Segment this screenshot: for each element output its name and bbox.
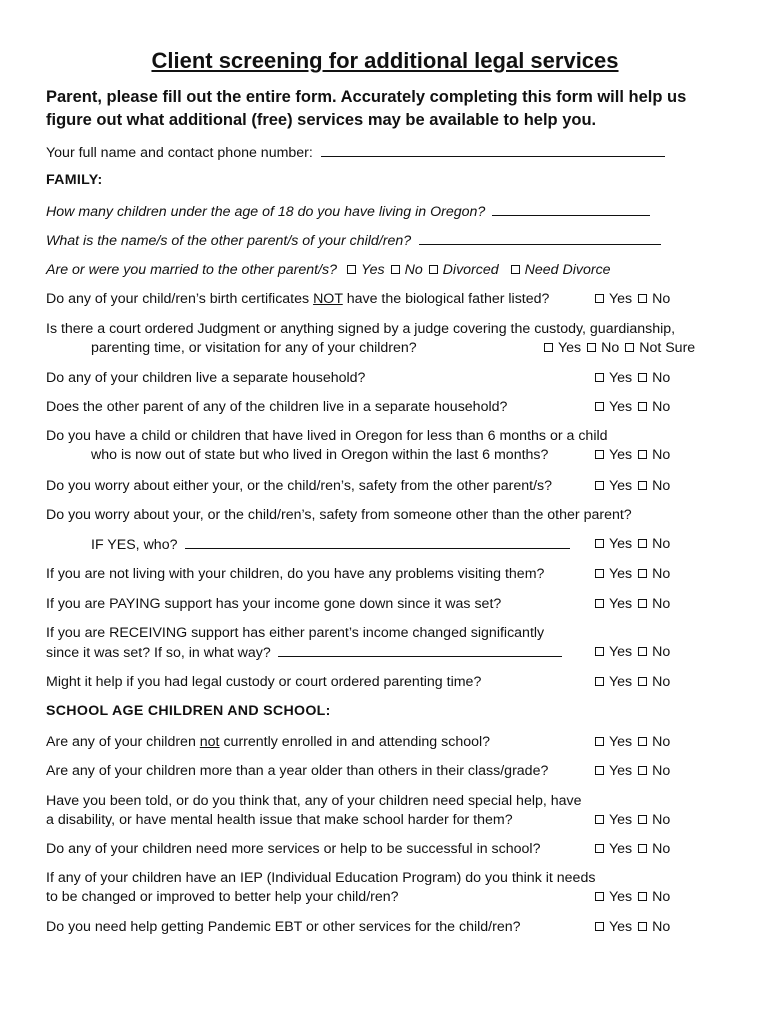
school-heading: SCHOOL AGE CHILDREN AND SCHOOL: xyxy=(46,703,331,719)
separate-household-children-options xyxy=(593,369,670,387)
opt-yes-label: Yes xyxy=(609,734,633,750)
checkbox-court-order-yes[interactable] xyxy=(544,343,553,352)
q-other-parent-name xyxy=(46,231,661,250)
checkbox-safety-parent-no[interactable] xyxy=(638,481,647,490)
checkbox-special-help-yes[interactable] xyxy=(595,815,604,824)
opt-yes-label: Yes xyxy=(609,596,633,612)
contact-input-line[interactable] xyxy=(321,143,665,157)
opt-no-label: No xyxy=(652,370,671,386)
checkbox-iep-no[interactable] xyxy=(638,892,647,901)
checkbox-safety-parent-yes[interactable] xyxy=(595,481,604,490)
q-if-yes-who xyxy=(91,535,570,554)
opt-yes-label: Yes xyxy=(609,447,633,463)
checkbox-court-order-not-sure[interactable] xyxy=(625,343,634,352)
checkbox-birth-cert-yes[interactable] xyxy=(595,294,604,303)
checkbox-visiting-yes[interactable] xyxy=(595,569,604,578)
receiving-support-options xyxy=(593,643,670,661)
checkbox-separate-parent-no[interactable] xyxy=(638,402,647,411)
checkbox-year-older-yes[interactable] xyxy=(595,766,604,775)
contact-row xyxy=(46,143,665,162)
checkbox-separate-parent-yes[interactable] xyxy=(595,402,604,411)
visiting-options xyxy=(593,565,670,583)
q-safety-someone-else: Do you worry about your, or the child/ren’s, safety from someone other than the other parent? xyxy=(46,507,632,523)
q-oregon-line2: who is now out of state but who lived in Oregon within the last 6 months? xyxy=(91,447,549,463)
checkbox-year-older-no[interactable] xyxy=(638,766,647,775)
q-special-help-line2: a disability, or have mental health issue that make school harder for them? xyxy=(46,812,513,828)
opt-yes-label: Yes xyxy=(609,919,633,935)
opt-no-label: No xyxy=(652,536,671,552)
checkbox-receiving-no[interactable] xyxy=(638,647,647,656)
more-services-options xyxy=(593,840,670,858)
q-legal-custody: Might it help if you had legal custody or court ordered parenting time? xyxy=(46,674,482,690)
opt-yes-label: Yes xyxy=(609,536,633,552)
checkbox-custody-yes[interactable] xyxy=(595,677,604,686)
q-birth-cert-label-b: have the biological father listed? xyxy=(342,291,550,307)
q-court-order-line2: parenting time, or visitation for any of your children? xyxy=(91,340,417,356)
opt-no-label: No xyxy=(404,262,423,278)
iep-options xyxy=(593,888,670,906)
year-older-options xyxy=(593,762,670,780)
form-title: Client screening for additional legal services xyxy=(151,48,619,73)
checkbox-enrolled-no[interactable] xyxy=(638,737,647,746)
opt-no-label: No xyxy=(652,596,671,612)
safety-other-parent-options xyxy=(593,477,670,495)
opt-no-label: No xyxy=(652,447,671,463)
opt-yes-label: Yes xyxy=(609,674,633,690)
checkbox-married-need-divorce[interactable] xyxy=(511,265,520,274)
court-order-options xyxy=(542,339,695,357)
enrolled-options xyxy=(593,733,670,751)
checkbox-receiving-yes[interactable] xyxy=(595,647,604,656)
opt-no-label: No xyxy=(652,812,671,828)
safety-someone-else-options xyxy=(593,535,670,553)
checkbox-ebt-no[interactable] xyxy=(638,922,647,931)
opt-yes-label: Yes xyxy=(609,841,633,857)
q-married-label: Are or were you married to the other parent/s? xyxy=(46,262,337,278)
family-heading: FAMILY: xyxy=(46,172,103,188)
q-enrolled-label-a: Are any of your children xyxy=(46,734,200,750)
checkbox-special-help-no[interactable] xyxy=(638,815,647,824)
q-separate-household-parent: Does the other parent of any of the children live in a separate household? xyxy=(46,399,508,415)
q-more-services: Do any of your children need more services or help to be successful in school? xyxy=(46,841,541,857)
checkbox-oregon-no[interactable] xyxy=(638,450,647,459)
q-special-help-line1: Have you been told, or do you think that, any of your children need special help, have xyxy=(46,793,582,809)
other-parent-name-input-line[interactable] xyxy=(419,231,661,245)
opt-no-label: No xyxy=(652,674,671,690)
checkbox-separate-children-yes[interactable] xyxy=(595,373,604,382)
opt-no-label: No xyxy=(652,919,671,935)
q-married xyxy=(46,261,611,279)
children-count-input-line[interactable] xyxy=(492,202,650,216)
q-iep-line1: If any of your children have an IEP (Individual Education Program) do you think it needs xyxy=(46,870,596,886)
checkbox-paying-no[interactable] xyxy=(638,599,647,608)
opt-no-label: No xyxy=(652,291,671,307)
separate-household-parent-options xyxy=(593,398,670,416)
q-receiving-line2-label: since it was set? If so, in what way? xyxy=(46,645,271,661)
q-visiting: If you are not living with your children, do you have any problems visiting them? xyxy=(46,566,545,582)
opt-divorced-label: Divorced xyxy=(442,262,499,278)
oregon-options xyxy=(593,446,670,464)
checkbox-more-services-yes[interactable] xyxy=(595,844,604,853)
contact-label: Your full name and contact phone number: xyxy=(46,145,313,161)
opt-no-label: No xyxy=(652,644,671,660)
q-paying-support: If you are PAYING support has your income gone down since it was set? xyxy=(46,596,502,612)
q-court-order-line1: Is there a court ordered Judgment or anything signed by a judge covering the custody, guardianship, xyxy=(46,321,676,337)
opt-no-label: No xyxy=(601,340,620,356)
opt-no-label: No xyxy=(652,841,671,857)
checkbox-separate-children-no[interactable] xyxy=(638,373,647,382)
q-birth-cert-not: NOT xyxy=(313,291,343,307)
checkbox-more-services-no[interactable] xyxy=(638,844,647,853)
checkbox-iep-yes[interactable] xyxy=(595,892,604,901)
q-receiving-line2 xyxy=(46,643,562,662)
q-separate-household-children: Do any of your children live a separate household? xyxy=(46,370,366,386)
opt-yes-label: Yes xyxy=(609,370,633,386)
checkbox-married-no[interactable] xyxy=(391,265,400,274)
opt-yes-label: Yes xyxy=(360,262,385,278)
checkbox-oregon-yes[interactable] xyxy=(595,450,604,459)
opt-yes-label: Yes xyxy=(609,291,633,307)
q-birth-cert xyxy=(46,290,549,308)
opt-yes-label: Yes xyxy=(609,812,633,828)
checkbox-ebt-yes[interactable] xyxy=(595,922,604,931)
checkbox-court-order-no[interactable] xyxy=(587,343,596,352)
checkbox-safety-other-yes[interactable] xyxy=(595,539,604,548)
q-enrolled-label-b: currently enrolled in and attending school? xyxy=(219,734,491,750)
opt-yes-label: Yes xyxy=(609,644,633,660)
form-intro: Parent, please fill out the entire form. Accurately completing this form will help us figure out what additional (free) services may be available to help you. xyxy=(46,88,687,129)
q-other-parent-name-label: What is the name/s of the other parent/s of your child/ren? xyxy=(46,233,412,249)
checkbox-paying-yes[interactable] xyxy=(595,599,604,608)
opt-yes-label: Yes xyxy=(609,478,633,494)
opt-yes-label: Yes xyxy=(609,763,633,779)
q-oregon-line1: Do you have a child or children that have lived in Oregon for less than 6 months or a child xyxy=(46,428,608,444)
q-pandemic-ebt: Do you need help getting Pandemic EBT or other services for the child/ren? xyxy=(46,919,521,935)
checkbox-visiting-no[interactable] xyxy=(638,569,647,578)
checkbox-married-divorced[interactable] xyxy=(429,265,438,274)
opt-no-label: No xyxy=(652,478,671,494)
opt-no-label: No xyxy=(652,566,671,582)
paying-support-options xyxy=(593,595,670,613)
checkbox-married-yes[interactable] xyxy=(347,265,356,274)
q-enrolled xyxy=(46,733,490,751)
opt-no-label: No xyxy=(652,889,671,905)
pandemic-ebt-options xyxy=(593,918,670,936)
q-enrolled-not: not xyxy=(199,734,220,750)
checkbox-custody-no[interactable] xyxy=(638,677,647,686)
checkbox-enrolled-yes[interactable] xyxy=(595,737,604,746)
opt-yes-label: Yes xyxy=(609,566,633,582)
special-help-options xyxy=(593,811,670,829)
checkbox-safety-other-no[interactable] xyxy=(638,539,647,548)
opt-no-label: No xyxy=(652,734,671,750)
opt-not-sure-label: Not Sure xyxy=(639,340,696,356)
legal-custody-options xyxy=(593,673,670,691)
q-receiving-line1: If you are RECEIVING support has either parent’s income changed significantly xyxy=(46,625,545,641)
opt-yes-label: Yes xyxy=(609,399,633,415)
q-safety-other-parent: Do you worry about either your, or the child/ren’s, safety from the other parent/s? xyxy=(46,478,553,494)
q-children-count xyxy=(46,202,650,221)
q-if-yes-who-label: IF YES, who? xyxy=(91,537,178,553)
checkbox-birth-cert-no[interactable] xyxy=(638,294,647,303)
birth-cert-options xyxy=(593,290,670,308)
opt-no-label: No xyxy=(652,399,671,415)
q-year-older: Are any of your children more than a year older than others in their class/grade? xyxy=(46,763,549,779)
q-children-count-label: How many children under the age of 18 do you have living in Oregon? xyxy=(46,204,486,220)
q-birth-cert-label-a: Do any of your child/ren’s birth certificates xyxy=(46,291,314,307)
opt-yes-label: Yes xyxy=(609,889,633,905)
opt-no-label: No xyxy=(652,763,671,779)
if-yes-who-input-line[interactable] xyxy=(185,535,570,549)
opt-yes-label: Yes xyxy=(558,340,582,356)
opt-need-divorce-label: Need Divorce xyxy=(524,262,611,278)
q-iep-line2: to be changed or improved to better help your child/ren? xyxy=(46,889,399,905)
receiving-change-input-line[interactable] xyxy=(278,643,562,657)
